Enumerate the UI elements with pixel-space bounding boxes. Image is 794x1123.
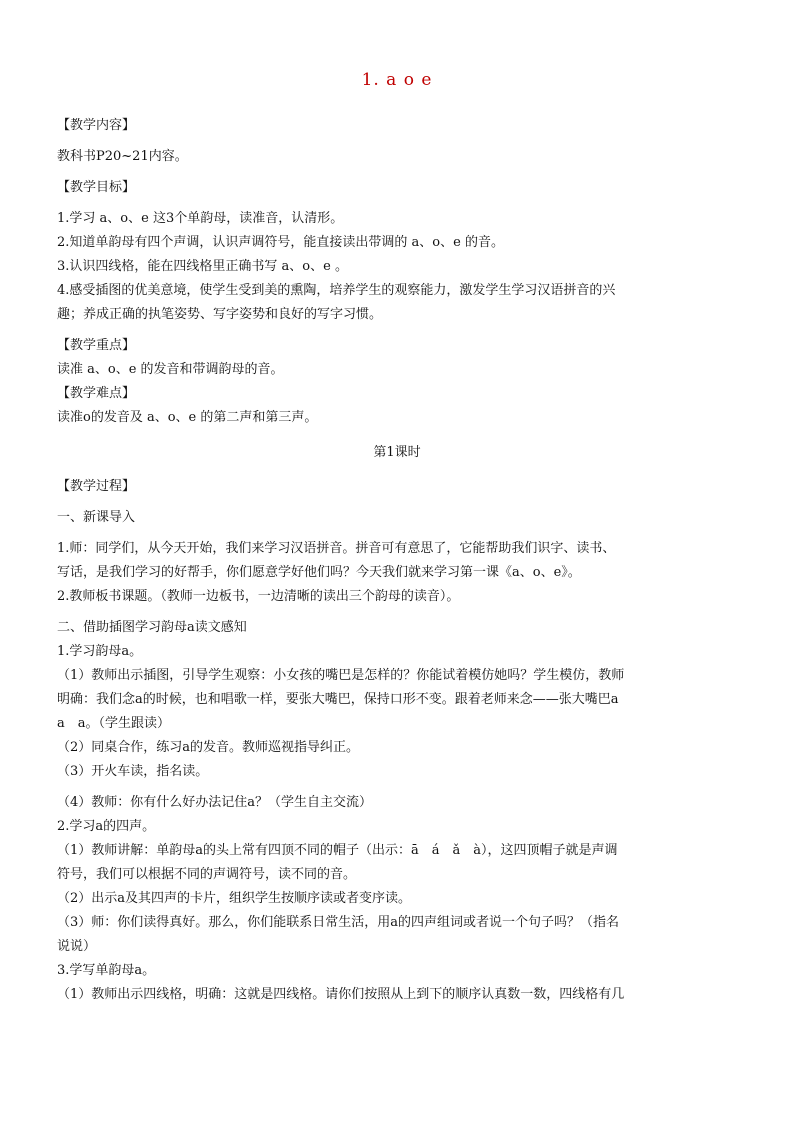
process-line: 2.学习a的四声。 (57, 819, 156, 834)
difficulty-text: 读准o的发音及 a、o、e 的第二声和第三声。 (57, 410, 318, 425)
goal-line: 趣；养成正确的执笔姿势、写字姿势和良好的写字习惯。 (57, 307, 383, 322)
process-line: （4）教师：你有什么好办法记住a？（学生自主交流） (57, 795, 373, 810)
process-line: （1）教师讲解：单韵母a的头上常有四顶不同的帽子（出示：ā á ǎ à），这四顶帽子就是声调 (57, 843, 618, 858)
process-line: 2.教师板书课题。（教师一边板书，一边清晰的读出三个韵母的读音）。 (57, 589, 460, 604)
key-text: 读准 a、o、e 的发音和带调韵母的音。 (57, 362, 284, 377)
content-heading: 【教学内容】 (57, 118, 136, 133)
process-line: 说说） (57, 939, 97, 954)
goal-line: 2.知道单韵母有四个声调，认识声调符号，能直接读出带调的 a、o、e 的音。 (57, 235, 504, 250)
process-line: a a。（学生跟读） (57, 716, 171, 731)
process-line: （2）出示a及其四声的卡片，组织学生按顺序读或者变序读。 (57, 891, 412, 906)
process-line: 二、借助插图学习韵母a读文感知 (57, 620, 247, 635)
process-line: （1）教师出示插图，引导学生观察：小女孩的嘴巴是怎样的？你能试着模仿她吗？学生模仿，教师 (57, 668, 625, 683)
goals-heading: 【教学目标】 (57, 180, 136, 195)
process-line: 1.学习韵母a。 (57, 644, 143, 659)
process-heading: 【教学过程】 (57, 479, 136, 494)
process-line: 1.师：同学们，从今天开始，我们来学习汉语拼音。拼音可有意思了，它能帮助我们识字、读书、 (57, 541, 616, 556)
lesson-title: 1. a o e (361, 70, 433, 90)
process-line: 明确：我们念a的时候，也和唱歌一样，要张大嘴巴，保持口形不变。跟着老师来念——张大嘴巴a (57, 692, 619, 707)
goal-line: 1.学习 a、o、e 这3个单韵母，读准音，认清形。 (57, 211, 344, 226)
process-line: （3）师：你们读得真好。那么，你们能联系日常生活，用a的四声组词或者说一个句子吗？（指名 (57, 915, 620, 930)
goal-line: 3.认识四线格，能在四线格里正确书写 a、o、e 。 (57, 259, 348, 274)
process-line: 3.学写单韵母a。 (57, 963, 156, 978)
process-line: （3）开火车读，指名读。 (57, 764, 209, 779)
goal-line: 4.感受插图的优美意境，使学生受到美的熏陶，培养学生的观察能力，激发学生学习汉语拼音的兴 (57, 283, 616, 298)
process-line: （2）同桌合作，练习a的发音。教师巡视指导纠正。 (57, 740, 360, 755)
key-heading: 【教学重点】 (57, 338, 136, 353)
process-line: （1）教师出示四线格，明确：这就是四线格。请你们按照从上到下的顺序认真数一数，四线格有几 (57, 987, 625, 1002)
difficulty-heading: 【教学难点】 (57, 386, 136, 401)
content-text: 教科书P20~21内容。 (57, 149, 188, 164)
lesson-label: 第1课时 (373, 445, 421, 460)
process-line: 一、新课导入 (57, 510, 136, 525)
process-line: 符号，我们可以根据不同的声调符号，读不同的音。 (57, 867, 357, 882)
process-line: 写话，是我们学习的好帮手，你们愿意学好他们吗？今天我们就来学习第一课《a、o、e》。 (57, 565, 581, 580)
